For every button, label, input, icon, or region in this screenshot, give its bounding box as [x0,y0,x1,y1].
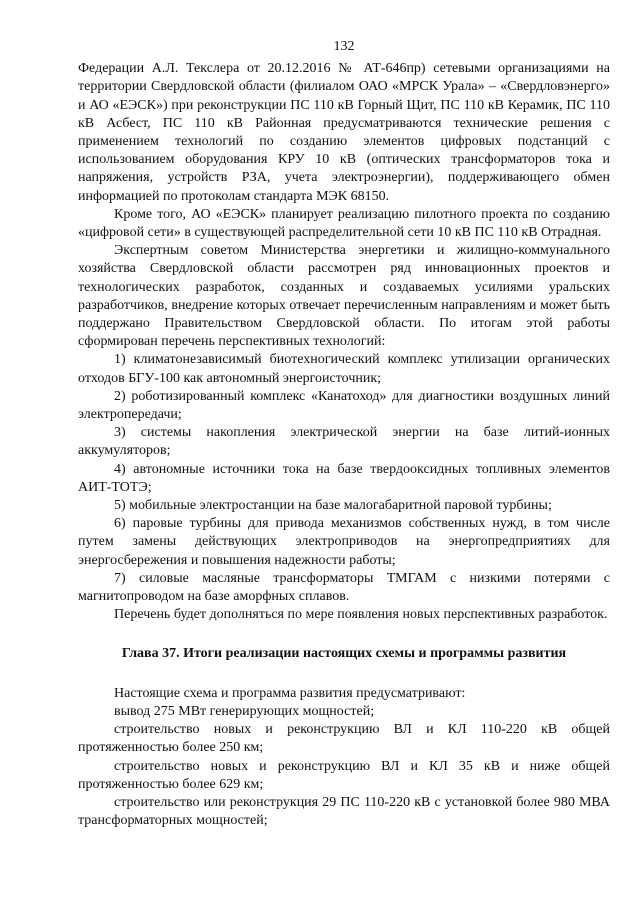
paragraph: 3) системы накопления электрической энергии на базе литий-ионных аккумуляторов; [78,425,610,459]
paragraph: 7) силовые масляные трансформаторы ТМГАМ с низкими потерями с магнитопроводом на базе аморфных сплавов. [78,570,610,605]
paragraph: 4) автономные источники тока на базе твердооксидных топливных элементов АИТ-ТОТЭ; [78,461,610,495]
paragraph: 5) мобильные электростанции на базе малогабаритной паровой турбины; [114,498,552,514]
paragraph: Экспертным советом Министерства энергетики и жилищно-коммунального хозяйства Свердловской области рассмотрен ряд инновационных проектов и технологических разработок, созданных и создаваемых усилиями уральских разработчиков, внедрение которых отвечает перечисленным направлениям и может быть поддержано Правительством Свердловской области. По итогам этой работы сформирован перечень перспективных технологий: [78,243,610,350]
paragraph: 6) паровые турбины для привода механизмов собственных нужд, в том числе путем замены действующих электроприводов на энергопредприятиях для энергосбережения и повышения надежности работы; [78,516,610,568]
page-number: 132 [333,39,355,54]
paragraph: строительство или реконструкция 29 ПС 110-220 кВ с установкой более 980 МВА трансформаторных мощностей; [78,794,610,829]
paragraph: 2) роботизированный комплекс «Канатоход» для диагностики воздушных линий электропередачи; [78,388,610,423]
body-text-bottom [78,685,610,831]
chapter-heading: Глава 37. Итоги реализации настоящих схемы и программы развития [121,645,567,661]
paragraph: строительство новых и реконструкцию ВЛ и КЛ 110-220 кВ общей протяженностью более 250 км; [78,722,610,756]
paragraph: Перечень будет дополняться по мере появления новых перспективных разработок. [114,607,608,623]
paragraph: вывод 275 МВт генерирующих мощностей; [114,703,375,719]
paragraph: Кроме того, АО «ЕЭСК» планирует реализацию пилотного проекта по созданию «цифровой сети» в существующей распределительной сети 10 кВ ПС 110 кВ Отрадная. [78,206,610,241]
body-text-top [78,60,610,624]
paragraph: 1) климатонезависимый биотехногический комплекс утилизации органических отходов БГУ-100 как автономный энергоисточник; [78,352,610,386]
paragraph: Настоящие схема и программа развития предусматривают: [114,685,466,701]
paragraph: строительство новых и реконструкцию ВЛ и КЛ 35 кВ и ниже общей протяженностью более 629 км; [78,758,610,792]
document-page [78,38,610,830]
paragraph: Федерации А.Л. Текслера от 20.12.2016 № АТ-646пр) сетевыми организациями на территории Свердловской области (филиалом ОАО «МРСК Урала» – «Свердловэнерго» и АО «ЕЭСК») при реконструкции ПС 110 кВ Горный Щит, ПС 110 кВ Керамик, ПС 110 кВ Асбест, ПС 110 кВ Районная предусматриваются технические решения с применением технологий по созданию элементов цифровых подстанций с использованием оборудования КРУ 10 кВ (оптических трансформаторов тока и напряжения, устройств РЗА, учета электроэнергии), поддерживающего обмен информацией по протоколам стандарта МЭК 68150. [78,61,610,204]
